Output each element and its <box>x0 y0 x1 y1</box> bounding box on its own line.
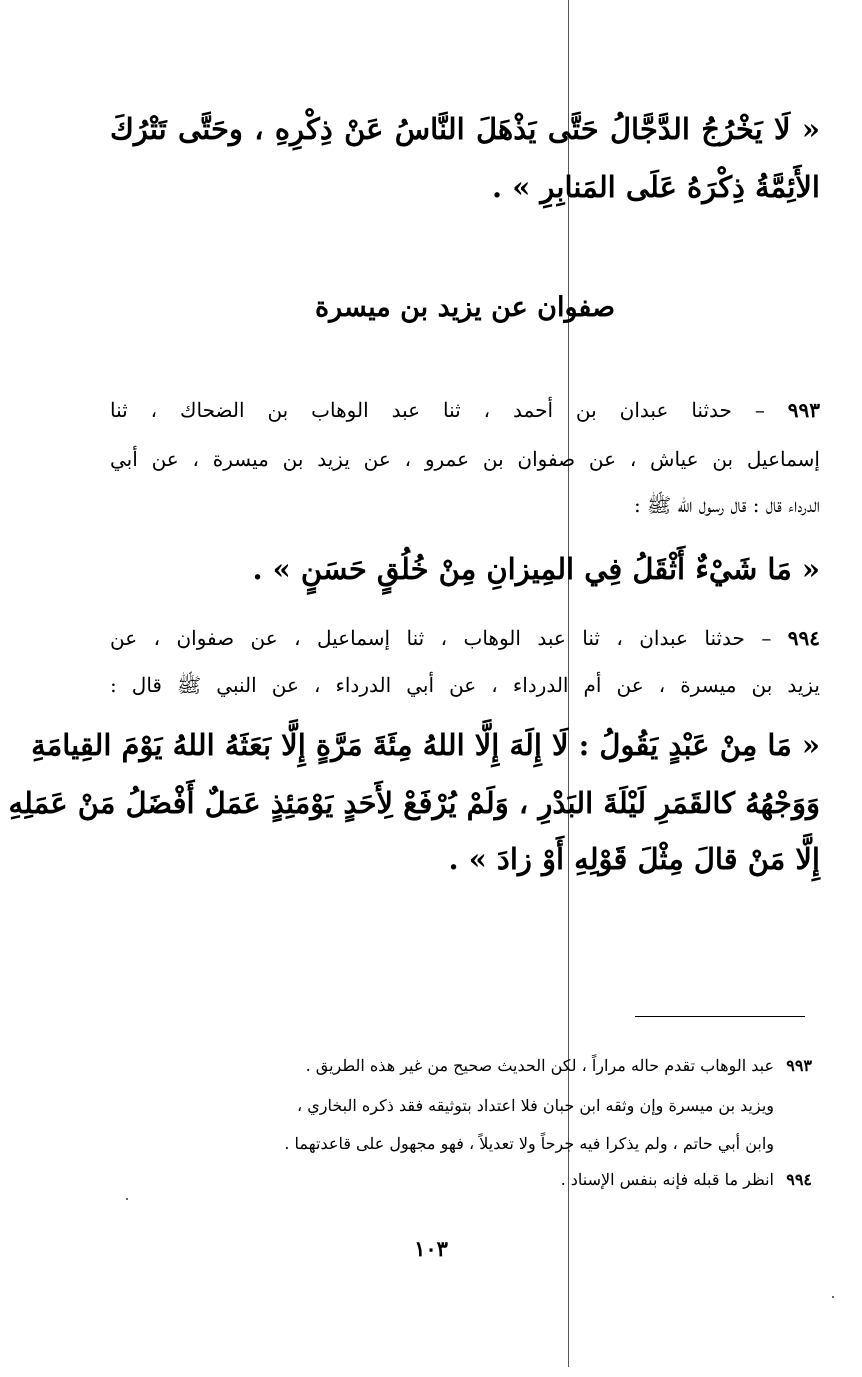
hadith-993-isnad-line-1 <box>110 398 820 422</box>
footnote-993-line-3: وابن أبي حاتم ، ولم يذكرا فيه جرحاً ولا تعديلاً ، فهو مجهول على قاعدتهما . <box>284 1134 774 1153</box>
hadith-994-isnad-line-1 <box>110 626 820 650</box>
hadith-992-line-1: « لَا يَخْرُجُ الدَّجَّالُ حَتَّى يَذْهَلَ النَّاسُ عَنْ ذِكْرِهِ ، وحَتَّى تَتْرُكَ <box>110 112 820 146</box>
hadith-994-text-line-1: « مَا مِنْ عَبْدٍ يَقُولُ : لَا إِلَهَ إِلَّا اللهُ مِئَةَ مَرَّةٍ إِلَّا بَعَثَهُ اللهُ يَوْمَ القِيامَةِ <box>31 728 820 762</box>
section-heading: صفوان عن يزيد بن ميسرة <box>314 292 616 323</box>
footnote-993-number: ٩٩٣ <box>786 1056 812 1075</box>
hadith-993-text: « مَا شَيْءٌ أَثْقَلُ فِي المِيزانِ مِنْ خُلُقٍ حَسَنٍ » . <box>252 552 820 586</box>
hadith-993-isnad-text-1: – حدثنا عبدان بن أحمد ، ثنا عبد الوهاب بن الضحاك ، ثنا <box>110 398 765 422</box>
page-number: ١٠٣ <box>414 1236 448 1261</box>
hadith-993-isnad-line-3: الدرداء قال : قال رسول الله ﷺ : <box>633 493 820 517</box>
scan-speck <box>832 1296 834 1298</box>
hadith-992-line-2: الأَئِمَّةُ ذِكْرَهُ عَلَى المَنابِرِ » . <box>492 170 820 204</box>
footnote-994-number: ٩٩٤ <box>786 1170 812 1189</box>
hadith-993-number: ٩٩٣ <box>787 398 821 422</box>
hadith-994-number: ٩٩٤ <box>787 626 820 650</box>
footnote-separator <box>635 1016 805 1017</box>
footnote-994-line-1 <box>120 1170 812 1189</box>
footnote-993-text-1: عبد الوهاب تقدم حاله مراراً ، لكن الحديث صحيح من غير هذه الطريق . <box>305 1056 774 1075</box>
hadith-994-text-line-3: إِلَّا مَنْ قالَ مِثْلَ قَوْلِهِ أَوْ زادَ » . <box>448 842 820 876</box>
footnote-994-text-1: انظر ما قبله فإنه بنفس الإسناد . <box>560 1170 774 1189</box>
footnote-993-line-2: ويزيد بن ميسرة وإن وثقه ابن حبان فلا اعتداد بتوثيقه فقد ذكره البخاري ، <box>296 1096 774 1115</box>
hadith-993-isnad-line-2: إسماعيل بن عياش ، عن صفوان بن عمرو ، عن يزيد بن ميسرة ، عن أبي <box>110 447 820 471</box>
hadith-994-text-line-2: وَوَجْهُهُ كالقَمَرِ لَيْلَةَ البَدْرِ ، وَلَمْ يُرْفَعْ لِأَحَدٍ يَوْمَئِذٍ عَمَلٌ أَفْضَلُ مَنْ عَمَلِهِ <box>8 786 820 820</box>
hadith-994-isnad-text-1: – حدثنا عبدان ، ثنا عبد الوهاب ، ثنا إسماعيل ، عن صفوان ، عن <box>110 626 772 650</box>
scan-speck <box>126 1198 128 1200</box>
footnote-993-line-1 <box>120 1056 812 1075</box>
hadith-994-isnad-line-2: يزيد بن ميسرة ، عن أم الدرداء ، عن أبي الدرداء ، عن النبي ﷺ قال : <box>110 673 820 697</box>
